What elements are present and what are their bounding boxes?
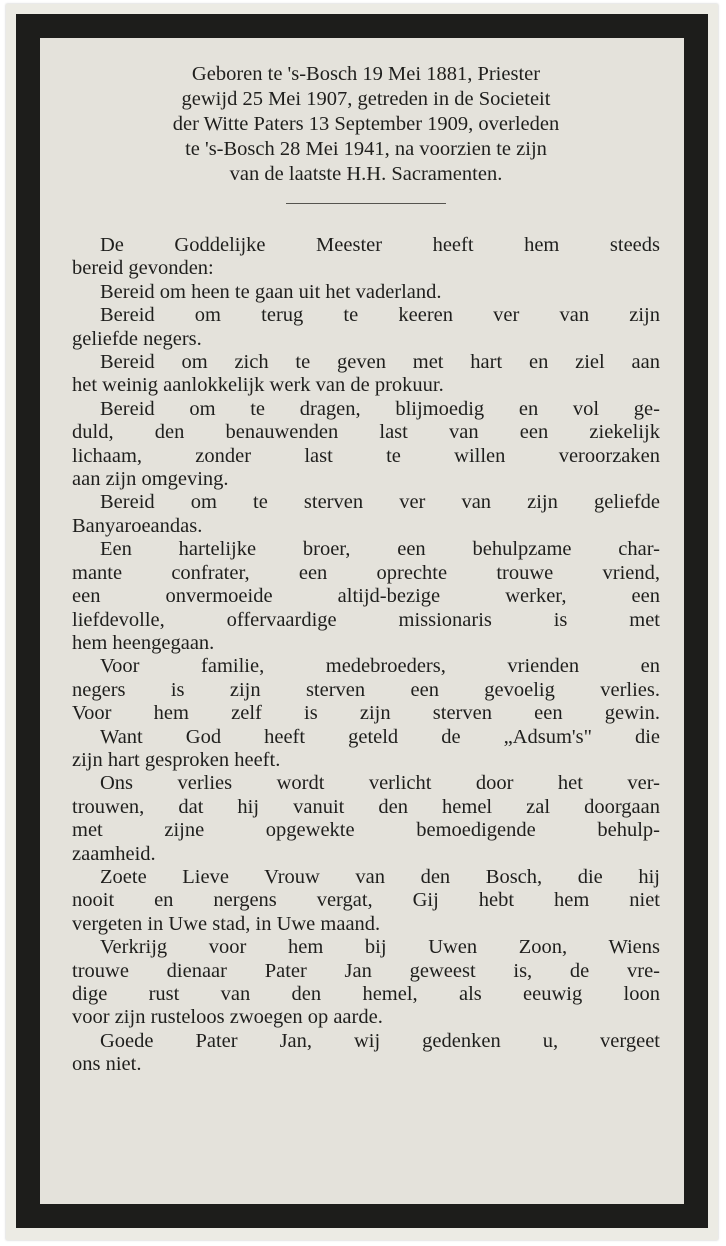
eulogy-line: aan zijn omgeving. — [72, 468, 229, 491]
eulogy-line: Bereid om heen te gaan uit het vaderland. — [100, 280, 442, 303]
eulogy-line: Zoete Lieve Vrouw van den Bosch, die hij — [100, 865, 660, 888]
eulogy-line: hem heengegaan. — [72, 631, 215, 654]
eulogy-line: Voor familie, medebroeders, vrienden en — [100, 655, 660, 678]
eulogy-line: zaamheid. — [72, 842, 156, 865]
eulogy-line: vergeten in Uwe stad, in Uwe maand. — [72, 912, 381, 935]
eulogy-line: voor zijn rusteloos zwoegen op aarde. — [72, 1006, 383, 1029]
eulogy-line: ons niet. — [72, 1053, 142, 1076]
biography-line: van de laatste H.H. Sacramenten. — [229, 163, 503, 185]
card-content — [72, 62, 660, 1077]
eulogy-line: trouwen, dat hij vanuit den hemel zal doorgaan — [72, 795, 660, 818]
biography-paragraph — [72, 62, 660, 187]
eulogy-line: De Goddelijke Meester heeft hem steeds — [100, 234, 660, 256]
eulogy-line: lichaam, zonder last te willen veroorzaken — [72, 444, 660, 467]
eulogy-line: bereid gevonden: — [72, 257, 214, 280]
eulogy-line: dige rust van den hemel, als eeuwig loon — [72, 983, 660, 1005]
biography-line: te 's-Bosch 28 Mei 1941, na voorzien te zijn — [185, 138, 547, 160]
eulogy-line: met zijne opgewekte bemoedigende behulp- — [72, 819, 660, 842]
eulogy-line: Want God heeft geteld de „Adsum's" die — [100, 725, 660, 748]
eulogy-line: trouwe dienaar Pater Jan geweest is, de vre- — [72, 959, 660, 982]
eulogy-line: liefdevolle, offervaardige missionaris is met — [72, 608, 660, 631]
eulogy-line: nooit en nergens vergat, Gij hebt hem niet — [72, 889, 660, 912]
biography-line: Geboren te 's-Bosch 19 Mei 1881, Priester — [191, 63, 541, 85]
eulogy-line: Goede Pater Jan, wij gedenken u, vergeet — [100, 1029, 660, 1052]
eulogy-line: Voor hem zelf is zijn sterven een gewin. — [72, 702, 660, 725]
eulogy-line: Bereid om terug te keeren ver van zijn — [100, 304, 660, 327]
eulogy-line: mante confrater, een oprechte trouwe vriend, — [72, 561, 660, 584]
eulogy-line: Verkrijg voor hem bij Uwen Zoon, Wiens — [100, 936, 660, 959]
biography-line: der Witte Paters 13 September 1909, overleden — [172, 113, 560, 135]
eulogy-line: geliefde negers. — [72, 327, 202, 350]
eulogy-line: Een hartelijke broer, een behulpzame char- — [100, 538, 660, 561]
eulogy-line: Banyaroeandas. — [72, 514, 203, 537]
biography-line: gewijd 25 Mei 1907, getreden in de Societeit — [181, 88, 551, 110]
section-divider — [286, 203, 446, 204]
eulogy-line: het weinig aanlokkelijk werk van de prokuur. — [72, 374, 444, 397]
eulogy-line: negers is zijn sterven een gevoelig verlies. — [72, 678, 660, 701]
eulogy-line: Bereid om te sterven ver van zijn geliefde — [100, 491, 660, 514]
eulogy-line: een onvermoeide altijd-bezige werker, een — [72, 585, 660, 608]
eulogy-line: Bereid om zich te geven met hart en ziel aan — [100, 351, 660, 374]
eulogy-text — [72, 234, 660, 1077]
eulogy-line: zijn hart gesproken heeft. — [72, 748, 281, 771]
eulogy-line: Ons verlies wordt verlicht door het ver- — [100, 772, 660, 795]
eulogy-line: duld, den benauwenden last van een ziekelijk — [72, 421, 660, 444]
eulogy-line: Bereid om te dragen, blijmoedig en vol ge- — [100, 397, 660, 420]
